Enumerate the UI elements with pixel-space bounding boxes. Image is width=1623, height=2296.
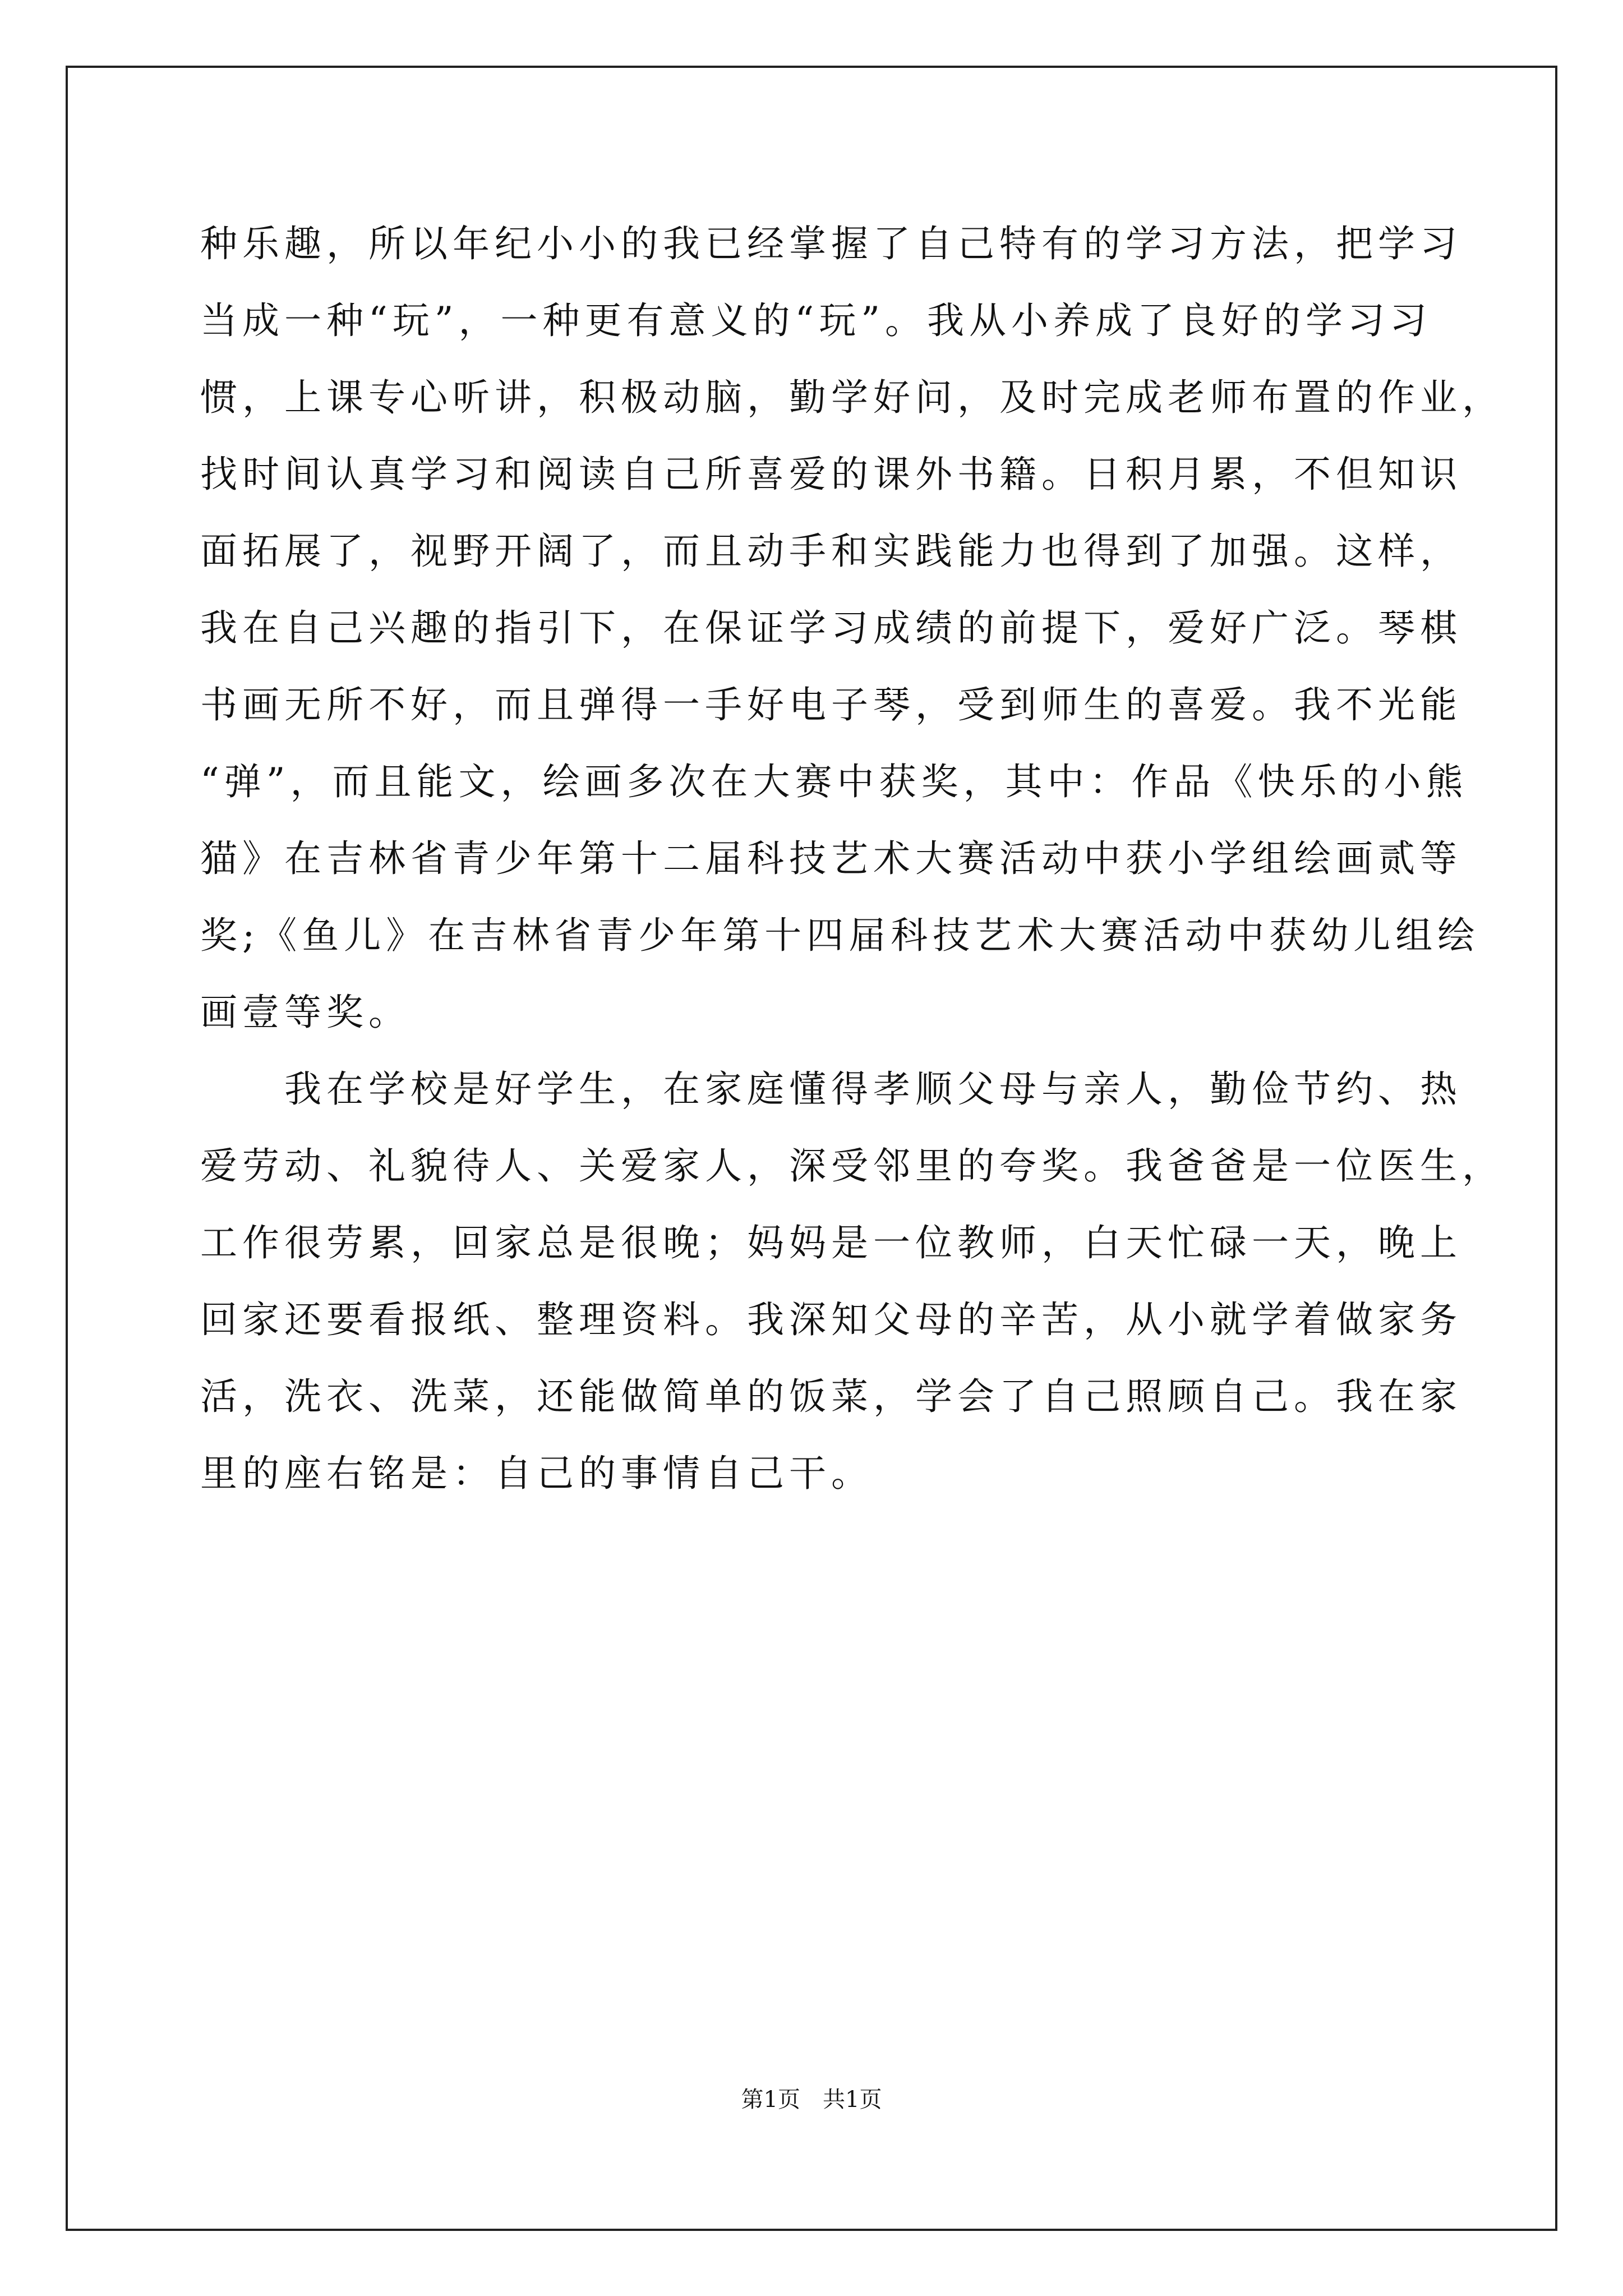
text-line: 当成一种“玩”，一种更有意义的“玩”。我从小养成了良好的学习习 (200, 299, 1432, 342)
text-line: 我在自己兴趣的指引下，在保证学习成绩的前提下，爱好广泛。琴棋 (200, 606, 1462, 650)
text-line: 爱劳动、礼貌待人、关爱家人，深受邻里的夸奖。我爸爸是一位医生， (200, 1144, 1504, 1188)
text-line: “弹”，而且能文，绘画多次在大赛中获奖，其中：作品《快乐的小熊 (200, 760, 1468, 803)
text-line: 里的座右铭是：自己的事情自己干。 (200, 1452, 873, 1495)
text-line: 工作很劳累，回家总是很晚；妈妈是一位教师，白天忙碌一天，晚上 (200, 1221, 1462, 1264)
text-line: 面拓展了，视野开阔了，而且动手和实践能力也得到了加强。这样， (200, 530, 1462, 573)
text-line: 回家还要看报纸、整理资料。我深知父母的辛苦，从小就学着做家务 (200, 1298, 1462, 1341)
text-line: 活，洗衣、洗菜，还能做简单的饭菜，学会了自己照顾自己。我在家 (200, 1375, 1462, 1418)
text-line: 我在学校是好学生，在家庭懂得孝顺父母与亲人，勤俭节约、热 (200, 1068, 1462, 1111)
text-line: 画壹等奖。 (200, 991, 411, 1034)
text-line: 猫》在吉林省青少年第十二届科技艺术大赛活动中获小学组绘画贰等 (200, 837, 1462, 880)
page-number-footer: 第1页 共1页 (741, 2087, 882, 2113)
text-line: 惯，上课专心听讲，积极动脑，勤学好问，及时完成老师布置的作业， (200, 376, 1504, 419)
text-line: 书画无所不好，而且弹得一手好电子琴，受到师生的喜爱。我不光能 (200, 683, 1462, 726)
text-line: 找时间认真学习和阅读自己所喜爱的课外书籍。日积月累，不但知识 (200, 453, 1462, 496)
text-line: 种乐趣，所以年纪小小的我已经掌握了自己特有的学习方法，把学习 (200, 222, 1462, 265)
text-line: 奖;《鱼儿》在吉林省青少年第十四届科技艺术大赛活动中获幼儿组绘 (200, 914, 1480, 957)
